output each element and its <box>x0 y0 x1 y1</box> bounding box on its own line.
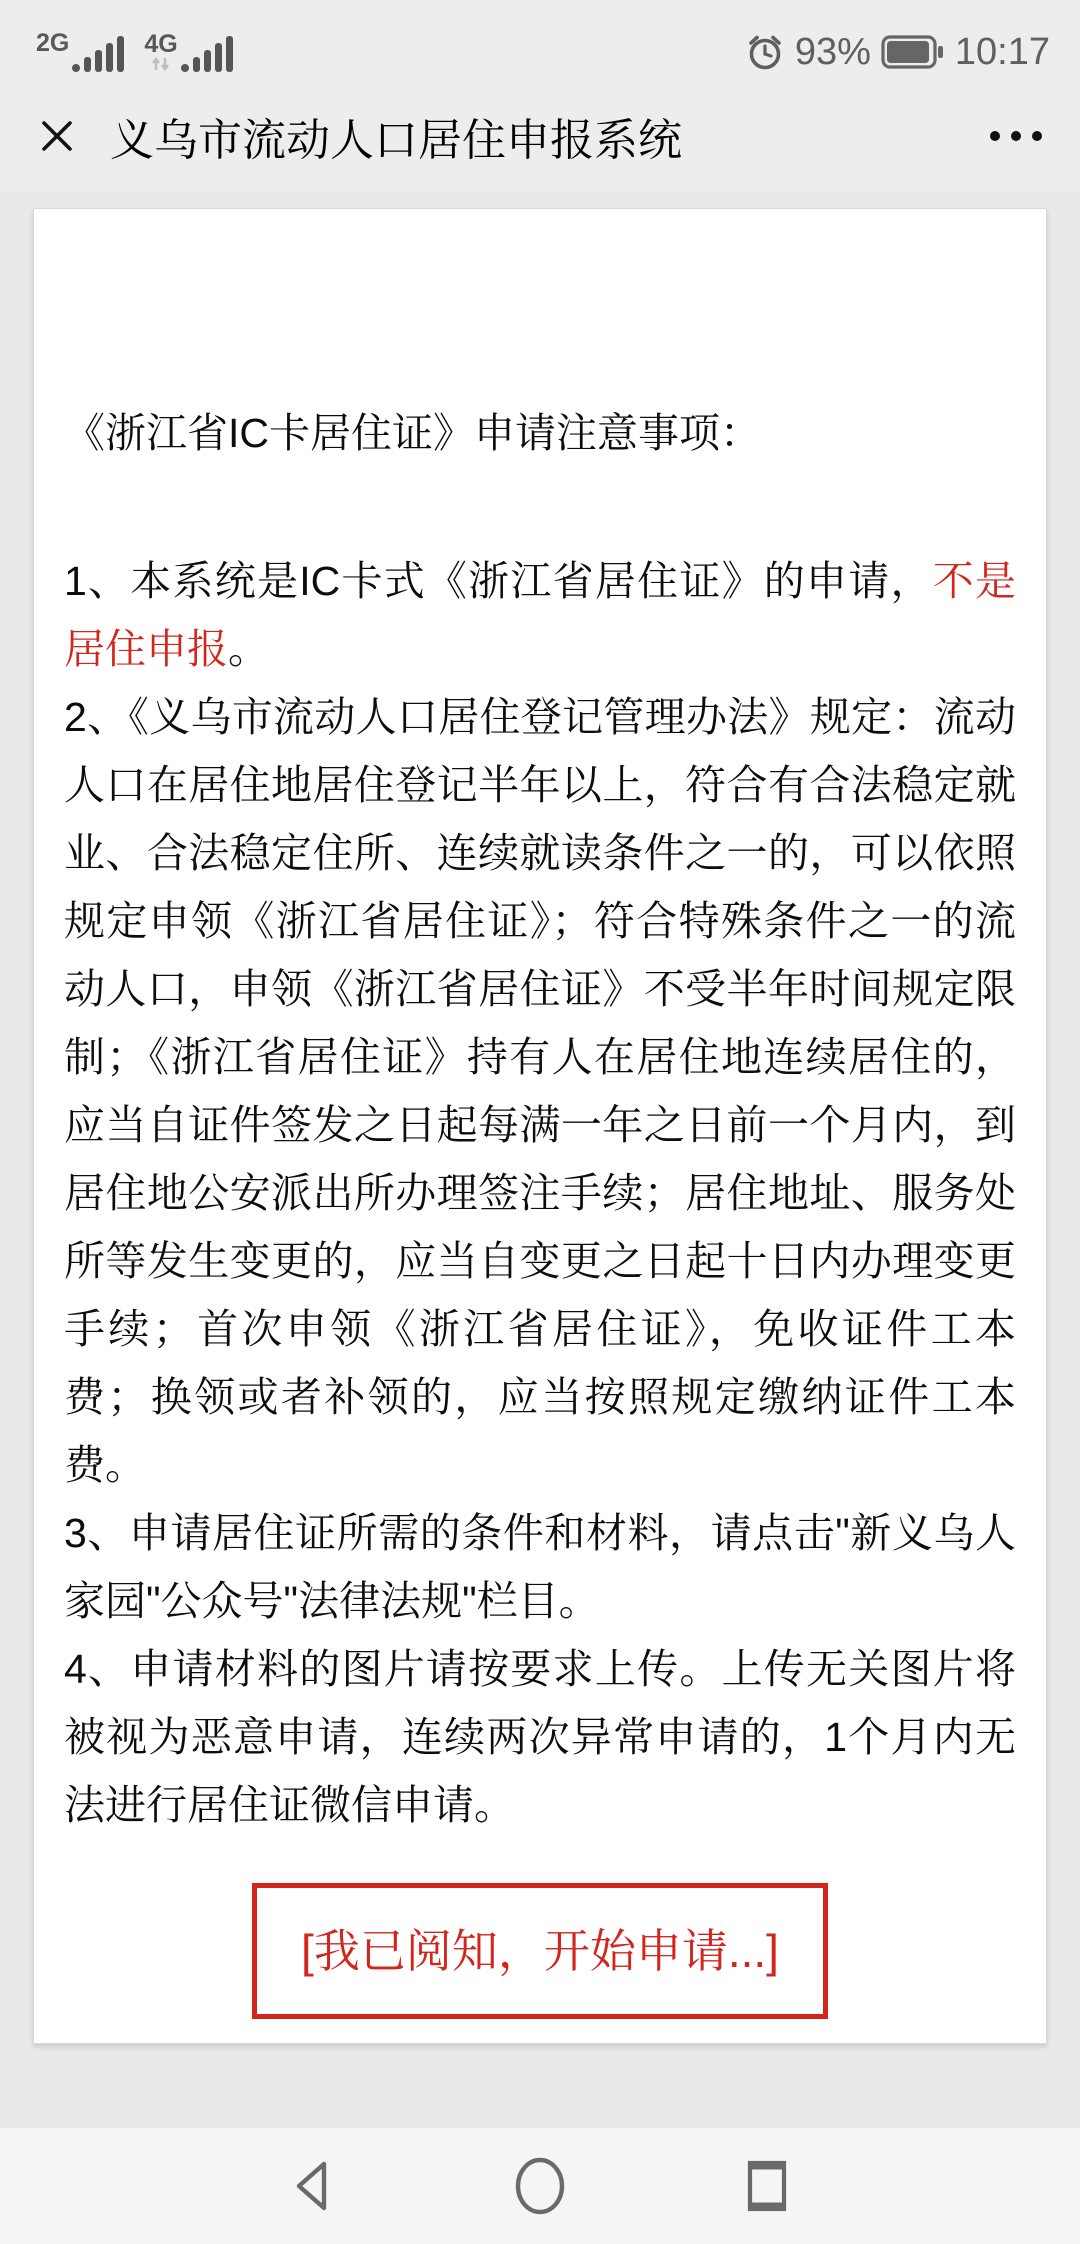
battery-icon <box>881 34 945 70</box>
agree-button-row <box>64 1883 1016 2019</box>
signal-strength-2g-icon <box>72 36 124 72</box>
status-left-cluster <box>36 31 233 72</box>
back-icon[interactable] <box>286 2157 340 2215</box>
notice-item-1 <box>64 547 1016 683</box>
network-2g-label: 2G <box>36 29 70 57</box>
alarm-clock-icon <box>745 32 785 72</box>
notice-item-1-highlight: 不是居住申报 <box>64 558 1017 672</box>
clock-time: 10:17 <box>954 31 1050 73</box>
page-title: 义乌市流动人口居住申报系统 <box>110 116 682 165</box>
signal-4g-group <box>144 32 232 72</box>
wechat-nav-bar <box>0 80 1080 192</box>
android-nav-bar <box>0 2128 1080 2244</box>
notice-item-4: 4、申请材料的图片请按要求上传。上传无关图片将被视为恶意申请，连续两次异常申请的，1个月内无法进行居住证微信申请。 <box>64 1646 1016 1828</box>
notice-title: 《浙江省IC卡居住证》申请注意事项： <box>64 410 761 456</box>
data-arrows-icon <box>150 57 172 71</box>
signal-strength-4g-icon <box>181 36 233 72</box>
notice-item-1-text: 1、本系统是IC卡式《浙江省居住证》的申请， <box>64 558 933 604</box>
agree-start-button[interactable]: [我已阅知，开始申请...] <box>252 1883 828 2019</box>
more-menu-icon[interactable] <box>990 121 1042 151</box>
network-4g-label: 4G <box>144 30 178 58</box>
signal-2g-group <box>36 31 124 72</box>
status-right-cluster <box>745 32 1050 72</box>
webview-content <box>0 192 1080 2128</box>
close-icon[interactable] <box>38 117 76 155</box>
notice-item-3: 3、申请居住证所需的条件和材料，请点击"新义乌人家园"公众号"法律法规"栏目。 <box>64 1510 1016 1624</box>
notice-item-1-period: 。 <box>228 626 269 672</box>
home-icon[interactable] <box>512 2156 568 2216</box>
battery-percent: 93% <box>794 31 871 73</box>
recents-icon[interactable] <box>740 2157 794 2215</box>
notice-item-2: 2、《义乌市流动人口居住登记管理办法》规定：流动人口在居住地居住登记半年以上，符合有合法稳定就业、合法稳定住所、连续就读条件之一的，可以依照规定申领《浙江省居住证》；符合特殊条件之一的流动人口，申领《浙江省居住证》不受半年时间规定限制；《浙江省居住证》持有人在居住地连续居住的，应当自证件签发之日起每满一年之日前一个月内，到居住地公安派出所办理签注手续；居住地址、服务处所等发生变更的，应当自变更之日起十日内办理变更手续；首次申领《浙江省居住证》，免收证件工本费；换领或者补领的，应当按照规定缴纳证件工本费。 <box>64 694 1016 1488</box>
notice-card <box>33 208 1047 2044</box>
status-bar <box>0 0 1080 80</box>
